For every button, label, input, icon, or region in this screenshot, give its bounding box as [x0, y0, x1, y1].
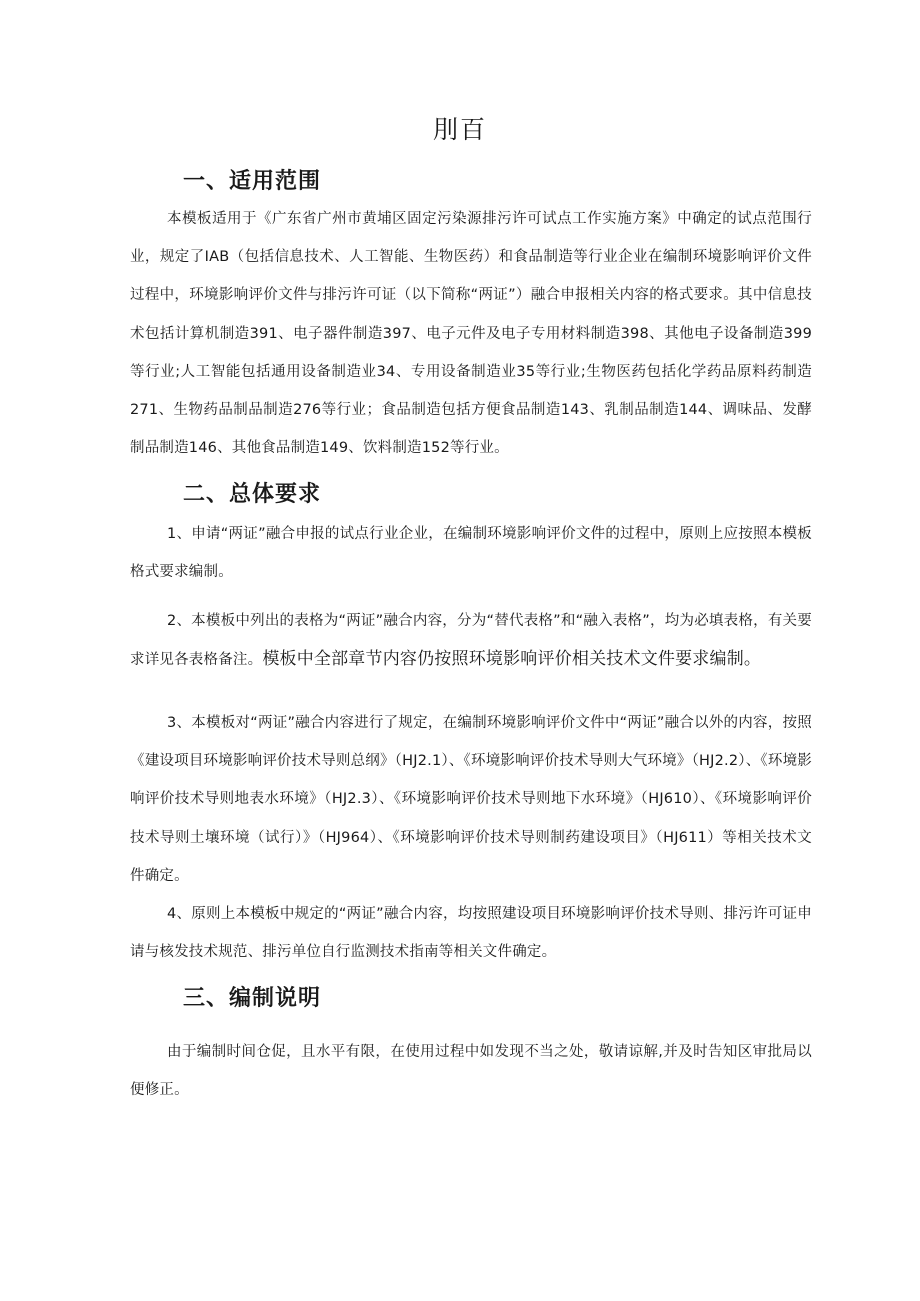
- paragraph-requirement-2-text: 2、本模板中列出的表格为“两证”融合内容，分为“替代表格”和“融入表格”，均为必填表格，有关要求详见各表格备注。: [130, 613, 812, 669]
- page-title: 刖百: [432, 115, 487, 144]
- section-heading-compilation-notes: 三、编制说明: [183, 986, 322, 1011]
- section-heading-general-requirements: 二、总体要求: [183, 482, 322, 507]
- paragraph-requirement-1: 1、申请“两证”融合申报的试点行业企业，在编制环境影响评价文件的过程中，原则上应按照本模板格式要求编制。: [130, 526, 812, 581]
- section-heading-scope: 一、适用范围: [183, 169, 322, 194]
- paragraph-compilation-notes: 由于编制时间仓促，且水平有限，在使用过程中如发现不当之处，敬请谅解,并及时告知区审批局以便修正。: [130, 1044, 812, 1099]
- paragraph-requirement-3: 3、本模板对“两证”融合内容进行了规定，在编制环境影响评价文件中“两证”融合以外的内容，按照《建设项目环境影响评价技术导则总纲》（HJ2.1）、《环境影响评价技术导则大气环境》（HJ2.2）、《环境影响评价技术导则地表水环境》（HJ2.3）、《环境影响评价技术导则地下水环境》（HJ610）、《环境影响评价技术导则土壤环境（试行）》（HJ964）、《环境影响评价技术导则制药建设项目》（HJ611）等相关技术文件确定。: [130, 715, 812, 884]
- paragraph-scope: 本模板适用于《广东省广州市黄埔区固定污染源排污许可试点工作实施方案》中确定的试点范围行业，规定了IAB（包括信息技术、人工智能、生物医药）和食品制造等行业企业在编制环境影响评价文件过程中，环境影响评价文件与排污许可证（以下简称“两证”）融合申报相关内容的格式要求。其中信息技术包括计算机制造391、电子器件制造397、电子元件及电子专用材料制造398、其他电子设备制造399等行业;人工智能包括通用设备制造业34、专用设备制造业35等行业;生物医药包括化学药品原料药制造271、生物药品制品制造276等行业；食品制造包括方便食品制造143、乳制品制造144、调味品、发酵制品制造146、其他食品制造149、饮料制造152等行业。: [130, 211, 812, 457]
- paragraph-requirement-4: 4、原则上本模板中规定的“两证”融合内容，均按照建设项目环境影响评价技术导则、排污许可证申请与核发技术规范、排污单位自行监测技术指南等相关文件确定。: [130, 906, 812, 961]
- paragraph-requirement-2-extra: 模板中全部章节内容仍按照环境影响评价相关技术文件要求编制。: [262, 649, 762, 670]
- paragraph-requirement-2: [130, 602, 812, 679]
